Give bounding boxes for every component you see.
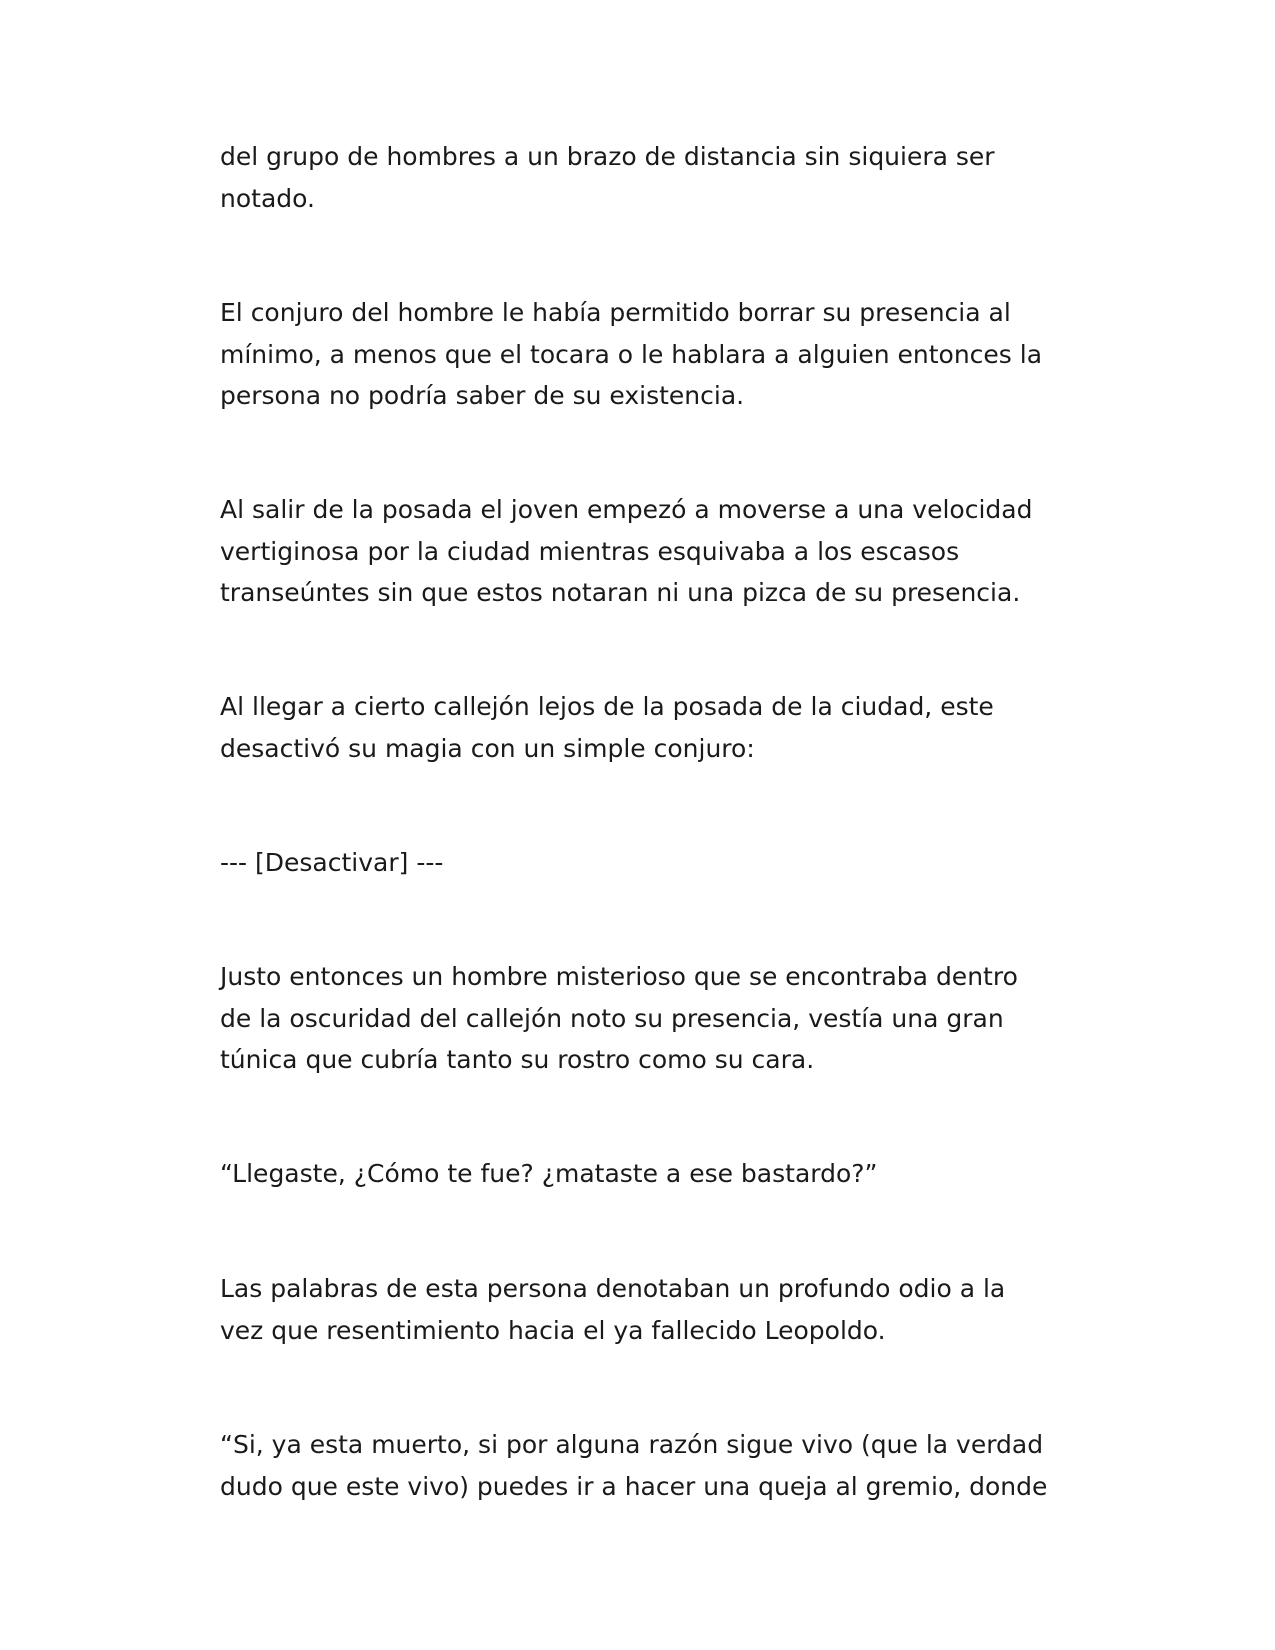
dialogue-1: “Llegaste, ¿Cómo te fue? ¿mataste a ese bastardo?”: [220, 1159, 878, 1188]
paragraph-2: El conjuro del hombre le había permitido borrar su presencia al mínimo, a menos que el tocara o le hablara a alguien entonces la persona no podría saber de su existencia.: [220, 298, 1043, 410]
paragraph-3: Al salir de la posada el joven empezó a moverse a una velocidad vertiginosa por la ciudad mientras esquivaba a los escasos transeúntes sin que estos notaran ni una pizca de su presencia.: [220, 495, 1033, 607]
paragraph-4: Al llegar a cierto callejón lejos de la posada de la ciudad, este desactivó su magia con un simple conjuro:: [220, 692, 994, 763]
spell-line: --- [Desactivar] ---: [220, 848, 444, 877]
paragraph-1: del grupo de hombres a un brazo de distancia sin siquiera ser notado.: [220, 142, 995, 213]
paragraph-6: Las palabras de esta persona denotaban un profundo odio a la vez que resentimiento hacia el ya fallecido Leopoldo.: [220, 1274, 1006, 1345]
paragraph-5: Justo entonces un hombre misterioso que se encontraba dentro de la oscuridad del callejón noto su presencia, vestía una gran túnica que cubría tanto su rostro como su cara.: [220, 962, 1018, 1074]
dialogue-2: “Si, ya esta muerto, si por alguna razón sigue vivo (que la verdad dudo que este vivo) puedes ir a hacer una queja al gremio, donde: [220, 1430, 1048, 1501]
